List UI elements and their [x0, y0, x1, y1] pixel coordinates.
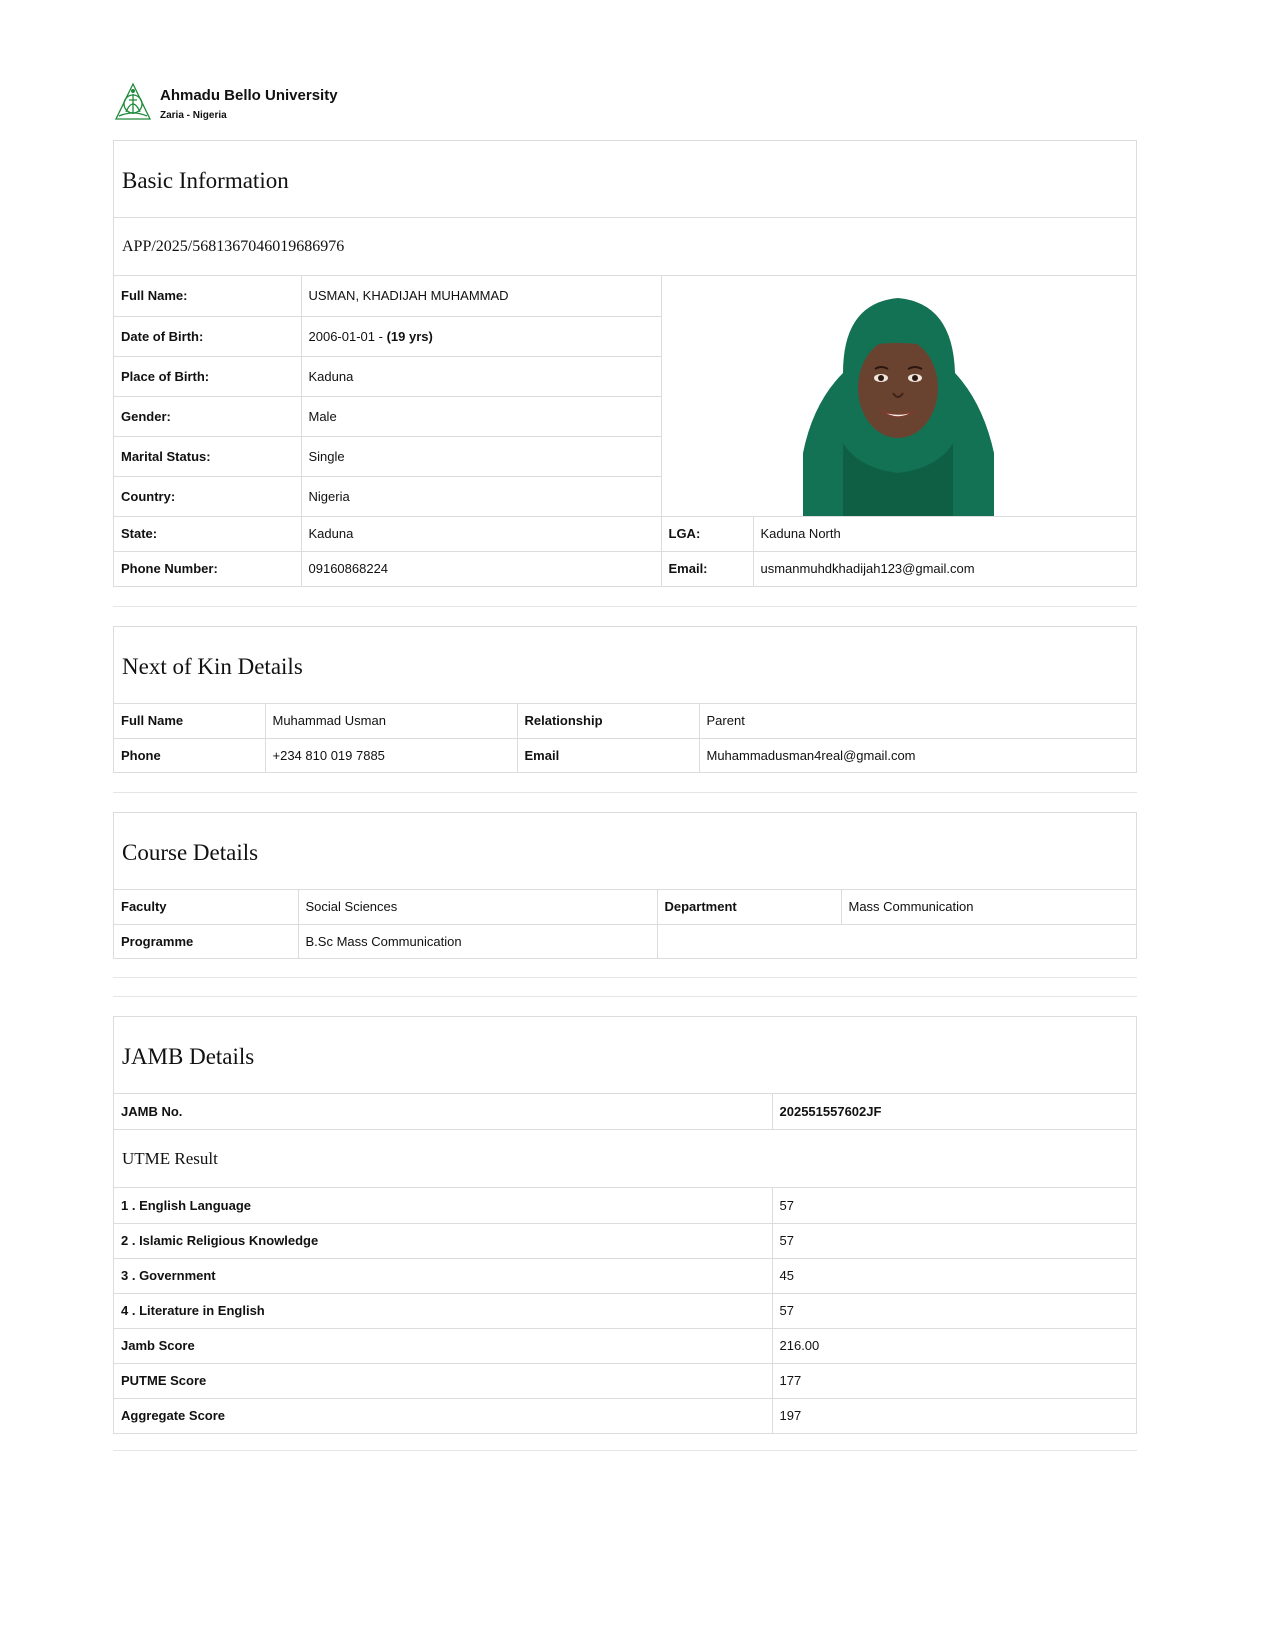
- pob-label: Place of Birth:: [114, 356, 301, 396]
- faculty-value: Social Sciences: [298, 890, 657, 924]
- kin-phone-value: +234 810 019 7885: [265, 738, 517, 772]
- jamb-no-value: 202551557602JF: [772, 1094, 1136, 1129]
- subject-name: 2 . Islamic Religious Knowledge: [114, 1223, 772, 1258]
- empty-cell: [657, 924, 1136, 958]
- aggregate-score-value: 197: [772, 1398, 1136, 1433]
- basic-information-title: Basic Information: [114, 141, 1136, 218]
- university-header: [113, 80, 513, 128]
- table-row: [114, 1293, 1136, 1328]
- course-details-table: [114, 890, 1136, 958]
- table-row: [114, 704, 1136, 738]
- table-row: [114, 1223, 1136, 1258]
- jamb-details-title: JAMB Details: [114, 1017, 1136, 1094]
- utme-result-table: [114, 1188, 1136, 1433]
- divider: [113, 996, 1137, 997]
- department-label: Department: [657, 890, 841, 924]
- table-row: [114, 890, 1136, 924]
- aggregate-score-label: Aggregate Score: [114, 1398, 772, 1433]
- applicant-photo: [803, 293, 994, 516]
- divider: [113, 606, 1137, 607]
- country-value: Nigeria: [301, 476, 661, 516]
- table-row: [114, 738, 1136, 772]
- photo-cell: [661, 276, 1136, 516]
- email-value: usmanmuhdkhadijah123@gmail.com: [753, 551, 1136, 586]
- table-row: [114, 516, 1136, 551]
- table-row: [114, 551, 1136, 586]
- jamb-no-label: JAMB No.: [114, 1094, 772, 1129]
- basic-information-section: [113, 140, 1137, 587]
- table-row: [114, 1094, 1136, 1129]
- dob-date: 2006-01-01 -: [308, 328, 387, 344]
- putme-score-label: PUTME Score: [114, 1363, 772, 1398]
- subject-score: 45: [772, 1258, 1136, 1293]
- email-label: Email:: [661, 551, 753, 586]
- lga-label: LGA:: [661, 516, 753, 551]
- table-row: [114, 276, 1136, 316]
- full-name-label: Full Name:: [114, 276, 301, 316]
- jamb-score-value: 216.00: [772, 1328, 1136, 1363]
- course-details-section: [113, 812, 1137, 959]
- university-name: Ahmadu Bello University: [160, 87, 338, 104]
- gender-label: Gender:: [114, 396, 301, 436]
- state-label: State:: [114, 516, 301, 551]
- subject-name: 4 . Literature in English: [114, 1293, 772, 1328]
- table-row: [114, 1398, 1136, 1433]
- subject-name: 1 . English Language: [114, 1188, 772, 1223]
- pob-value: Kaduna: [301, 356, 661, 396]
- jamb-details-section: [113, 1016, 1137, 1434]
- utme-result-title: UTME Result: [114, 1129, 1136, 1188]
- kin-email-value: Muhammadusman4real@gmail.com: [699, 738, 1136, 772]
- dob-value: [301, 316, 661, 356]
- next-of-kin-table: [114, 704, 1136, 772]
- divider: [113, 1450, 1137, 1451]
- kin-relationship-label: Relationship: [517, 704, 699, 738]
- table-row: [114, 1188, 1136, 1223]
- country-label: Country:: [114, 476, 301, 516]
- abu-crest-icon: [113, 82, 153, 122]
- kin-phone-label: Phone: [114, 738, 265, 772]
- kin-relationship-value: Parent: [699, 704, 1136, 738]
- university-location: Zaria - Nigeria: [160, 110, 227, 121]
- marital-status-value: Single: [301, 436, 661, 476]
- gender-value: Male: [301, 396, 661, 436]
- dob-label: Date of Birth:: [114, 316, 301, 356]
- divider: [113, 977, 1137, 978]
- department-value: Mass Communication: [841, 890, 1136, 924]
- state-value: Kaduna: [301, 516, 661, 551]
- table-row: [114, 1363, 1136, 1398]
- programme-value: B.Sc Mass Communication: [298, 924, 657, 958]
- full-name-value: USMAN, KHADIJAH MUHAMMAD: [301, 276, 661, 316]
- kin-full-name-label: Full Name: [114, 704, 265, 738]
- next-of-kin-title: Next of Kin Details: [114, 627, 1136, 704]
- subject-score: 57: [772, 1293, 1136, 1328]
- table-row: [114, 1258, 1136, 1293]
- marital-status-label: Marital Status:: [114, 436, 301, 476]
- subject-name: 3 . Government: [114, 1258, 772, 1293]
- divider: [113, 792, 1137, 793]
- phone-label: Phone Number:: [114, 551, 301, 586]
- next-of-kin-section: [113, 626, 1137, 773]
- jamb-score-label: Jamb Score: [114, 1328, 772, 1363]
- lga-value: Kaduna North: [753, 516, 1136, 551]
- kin-full-name-value: Muhammad Usman: [265, 704, 517, 738]
- table-row: [114, 924, 1136, 958]
- faculty-label: Faculty: [114, 890, 298, 924]
- putme-score-value: 177: [772, 1363, 1136, 1398]
- subject-score: 57: [772, 1188, 1136, 1223]
- course-details-title: Course Details: [114, 813, 1136, 890]
- programme-label: Programme: [114, 924, 298, 958]
- kin-email-label: Email: [517, 738, 699, 772]
- table-row: [114, 1328, 1136, 1363]
- age-value: (19 yrs): [386, 328, 433, 344]
- application-number: APP/2025/5681367046019686976: [114, 218, 1136, 276]
- phone-value: 09160868224: [301, 551, 661, 586]
- jamb-number-table: [114, 1094, 1136, 1129]
- basic-information-table: [114, 276, 1136, 586]
- subject-score: 57: [772, 1223, 1136, 1258]
